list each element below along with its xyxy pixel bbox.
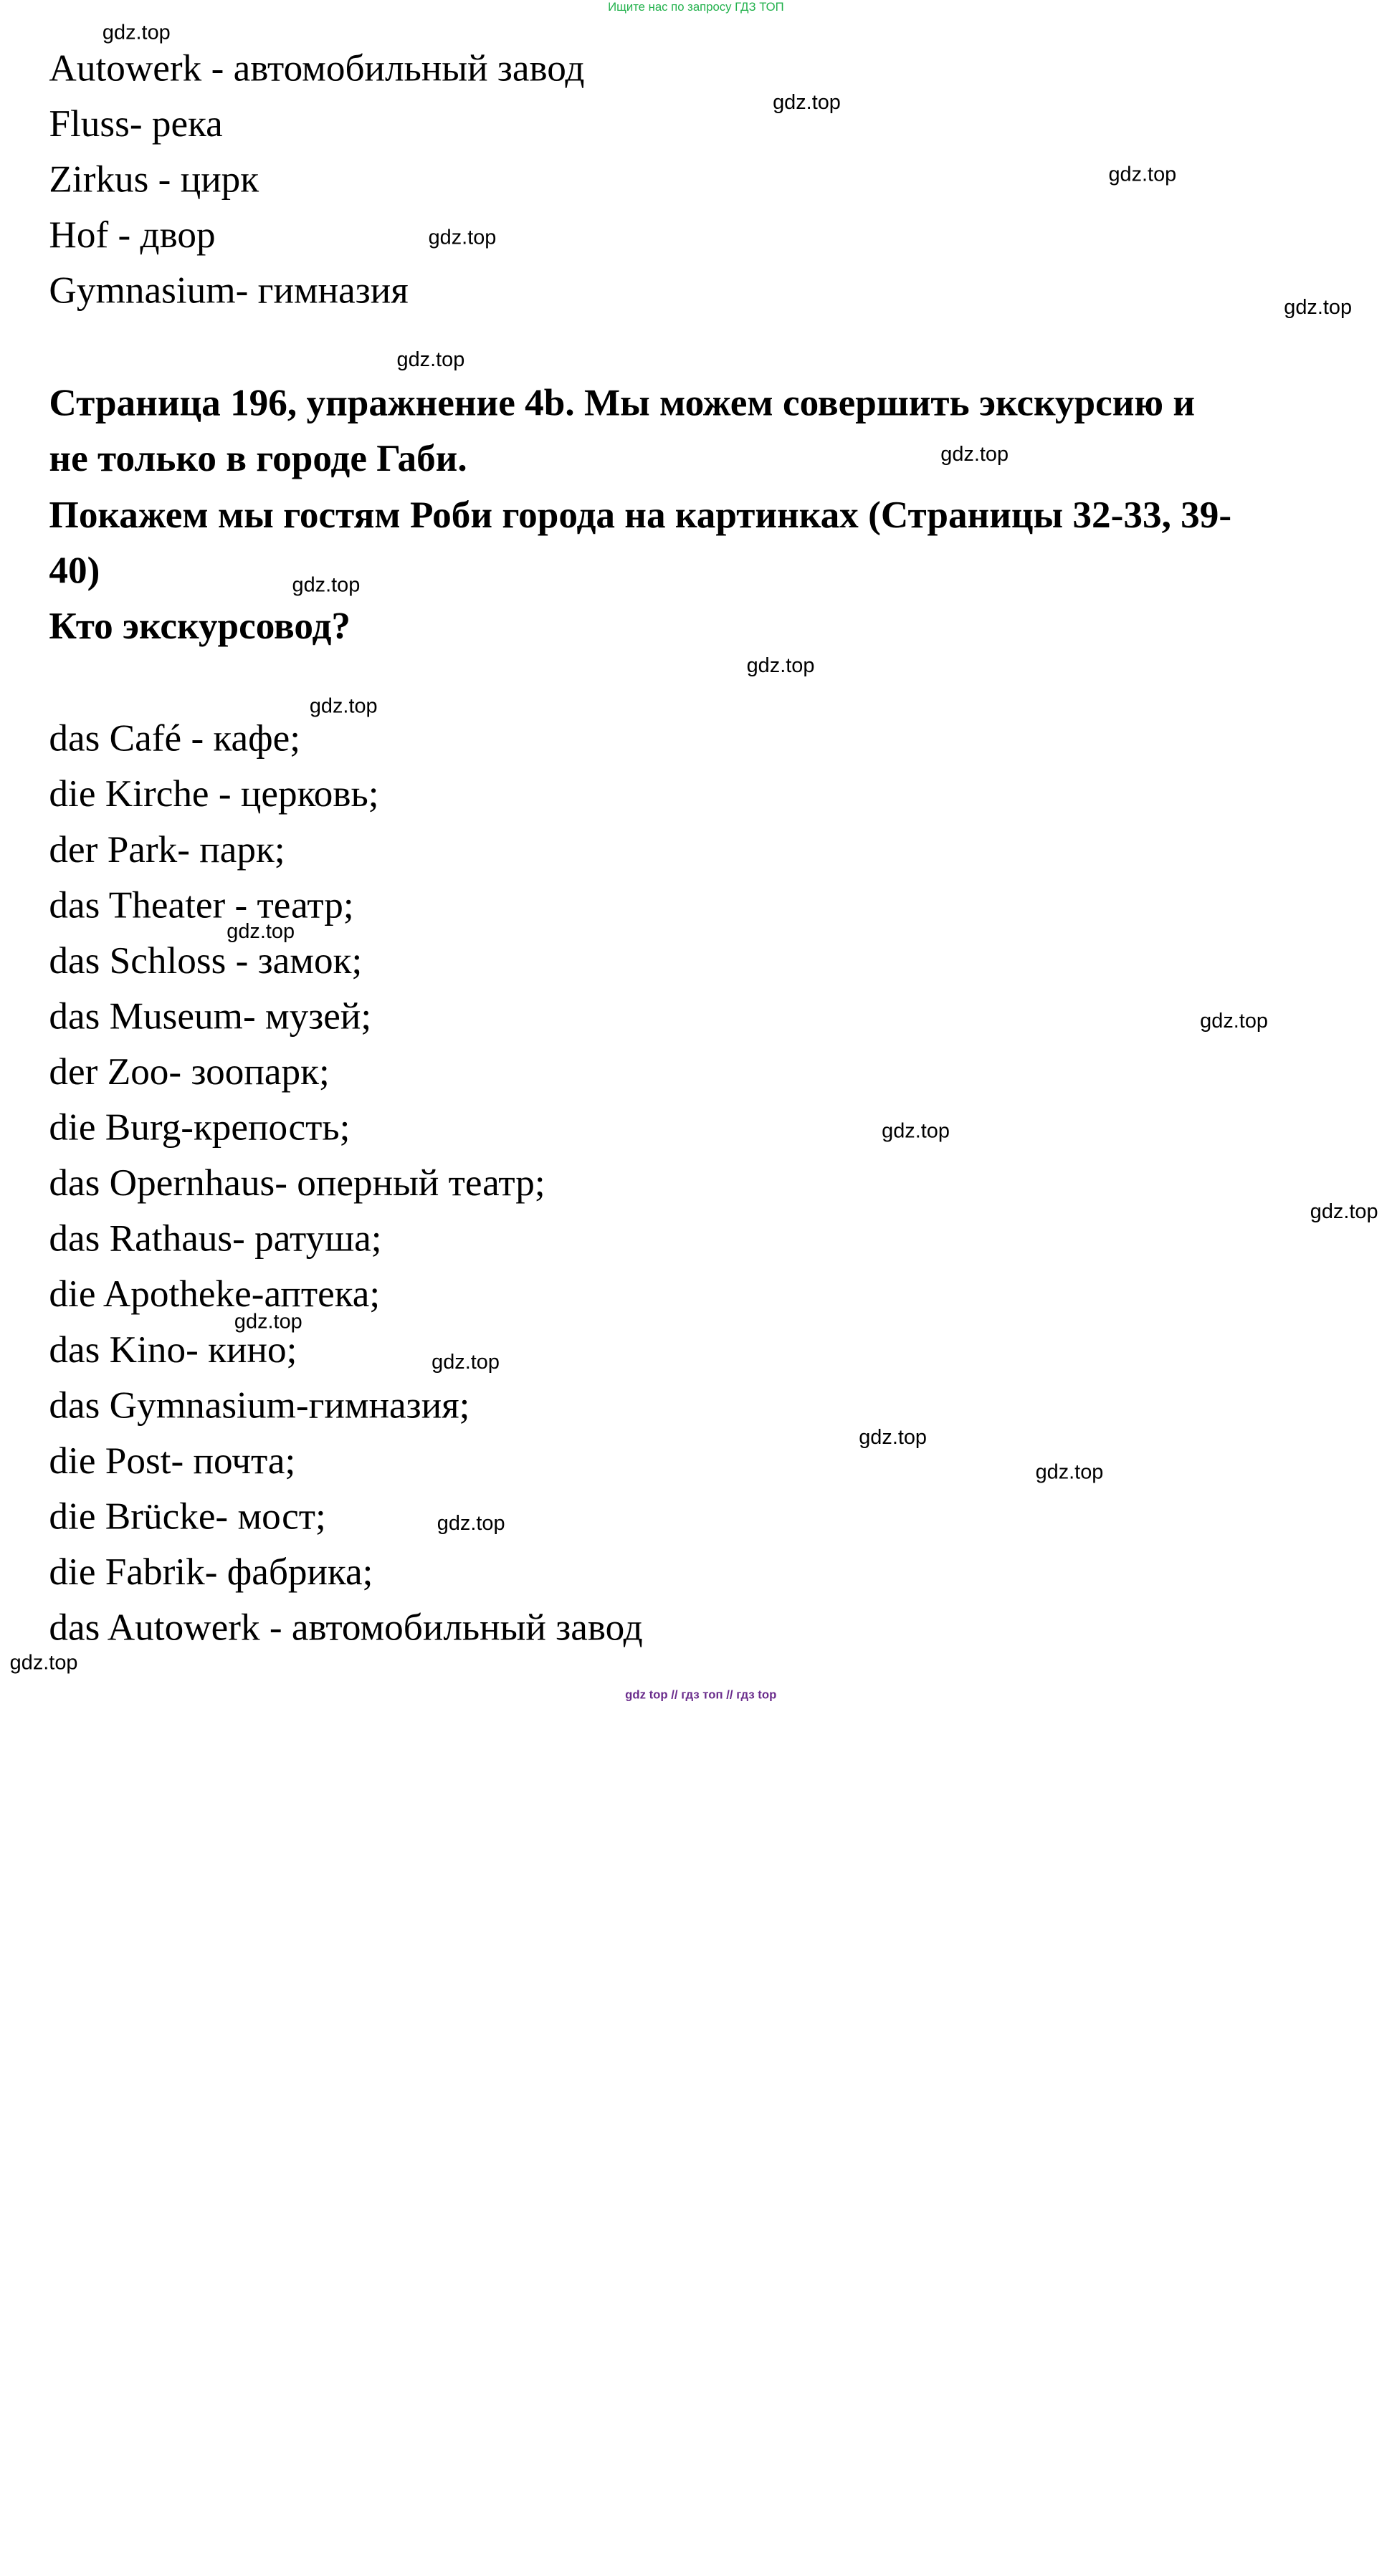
watermark: gdz.top [940, 443, 1009, 466]
watermark: gdz.top [227, 920, 295, 944]
watermark: gdz.top [9, 1652, 78, 1675]
watermark: gdz.top [432, 1351, 500, 1374]
vocab-top-item: Autowerk - автомобильный завод [49, 47, 585, 90]
vocab-top-item: Zirkus - цирк [49, 158, 259, 201]
vocab-list-item: das Kino- кино; [49, 1328, 297, 1371]
vocab-list-item: der Zoo- зоопарк; [49, 1050, 330, 1093]
watermark: gdz.top [1310, 1200, 1378, 1224]
watermark: gdz.top [882, 1120, 950, 1144]
watermark: gdz.top [746, 654, 815, 678]
watermark: gdz.top [1284, 296, 1353, 320]
vocab-top-item: Fluss- река [49, 102, 223, 145]
watermark: gdz.top [859, 1426, 928, 1450]
exercise-question: Кто экскурсовод? [49, 604, 351, 648]
watermark: gdz.top [309, 695, 378, 719]
vocab-list-item: das Rathaus- ратуша; [49, 1217, 382, 1260]
watermark: gdz.top [292, 574, 361, 598]
exercise-heading-line: не только в городе Габи. [49, 436, 467, 480]
vocab-list-item: das Opernhaus- оперный театр; [49, 1161, 545, 1205]
vocab-list-item: die Burg-крепость; [49, 1106, 351, 1149]
vocab-list-item: das Theater - театр; [49, 884, 354, 927]
watermark: gdz.top [437, 1512, 505, 1536]
vocab-list-item: die Kirche - церковь; [49, 772, 379, 815]
watermark: gdz.top [428, 226, 497, 250]
exercise-heading-line: Покажем мы гостям Роби города на картинках (Страницы 32-33, 39- [49, 493, 1232, 537]
vocab-top-item: Gymnasium- гимназия [49, 269, 409, 312]
watermark: gdz.top [773, 91, 841, 115]
vocab-list-item: das Café - кафе; [49, 717, 301, 760]
vocab-list-item: die Brücke- мост; [49, 1495, 326, 1538]
exercise-heading-line: Страница 196, упражнение 4b. Мы можем совершить экскурсию и [49, 381, 1196, 424]
watermark: gdz.top [102, 21, 171, 45]
vocab-list-item: das Schloss - замок; [49, 939, 363, 982]
vocab-list-item: der Park- парк; [49, 828, 285, 871]
vocab-list-item: das Gymnasium-гимназия; [49, 1384, 470, 1427]
search-banner[interactable]: Ищите нас по запросу ГДЗ ТОП [608, 1, 784, 14]
watermark: gdz.top [1108, 163, 1177, 187]
vocab-list-item: die Apotheke-аптека; [49, 1273, 381, 1316]
watermark: gdz.top [1200, 1010, 1268, 1033]
vocab-top-item: Hof - двор [49, 214, 216, 257]
exercise-heading-line: 40) [49, 549, 100, 592]
watermark: gdz.top [1035, 1461, 1104, 1485]
vocab-list-item: die Post- почта; [49, 1439, 296, 1483]
footer-links[interactable]: gdz top // гдз топ // гдз top [625, 1688, 777, 1703]
watermark: gdz.top [234, 1311, 302, 1334]
vocab-list-item: die Fabrik- фабрика; [49, 1550, 373, 1594]
vocab-list-item: das Museum- музей; [49, 995, 372, 1038]
watermark: gdz.top [396, 348, 465, 372]
vocab-list-item: das Autowerk - автомобильный завод [49, 1606, 643, 1649]
